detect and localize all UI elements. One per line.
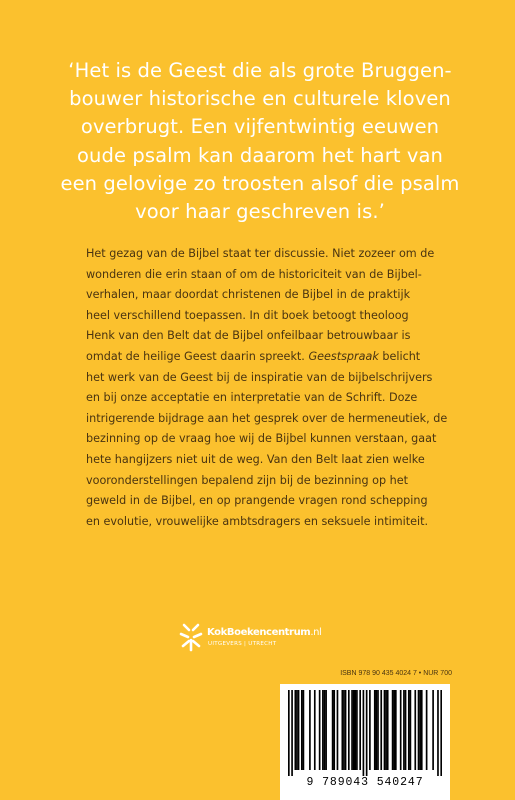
description-line: Henk van den Belt dat de Bijbel onfeilbaar betrouwbaar is <box>86 329 411 343</box>
barcode-bar <box>294 690 296 770</box>
barcode-bar <box>387 690 389 770</box>
description-line: bezinning op de vraag hoe wij de Bijbel kunnen verstaan, gaat <box>86 432 437 446</box>
barcode-bar <box>440 690 442 776</box>
description-line: vooronderstellingen bepalend zijn bij de bezinning op het <box>86 473 409 487</box>
barcode-bar <box>426 690 428 770</box>
barcode-bar <box>408 690 410 770</box>
description-line: geweld in de Bijbel, en op prangende vragen rond schepping <box>86 494 428 508</box>
barcode-bar <box>410 690 412 770</box>
barcode-bar <box>354 690 356 770</box>
description-line: wonderen die erin staan of om de historiciteit van de Bijbel- <box>86 267 422 281</box>
barcode-bar <box>288 690 290 776</box>
quote-line: voor haar geschreven is.’ <box>135 200 385 224</box>
barcode-bar <box>376 690 378 770</box>
quote-line: oude psalm kan daarom het hart van <box>76 143 444 167</box>
barcode-bar <box>369 690 371 770</box>
pull-quote <box>40 57 480 226</box>
barcode-digits: 9 789043 540247 <box>306 776 424 789</box>
barcode-bar <box>395 690 397 770</box>
barcode-bar <box>298 690 300 770</box>
description-line: intrigerende bijdrage aan het gesprek over de hermeneutiek, de <box>86 411 448 425</box>
description-line: Het gezag van de Bijbel staat ter discussie. Niet zozeer om de <box>86 247 435 260</box>
description-line: en bij onze acceptatie en interpretatie van de Schrift. Doze <box>86 391 418 405</box>
publisher-name <box>207 627 321 638</box>
book-title-italic: Geestspraak <box>308 349 379 363</box>
barcode-bar <box>303 690 305 770</box>
publisher-logo <box>178 622 378 652</box>
barcode-bar <box>322 690 324 770</box>
barcode-bar <box>414 690 416 770</box>
barcode-bar <box>309 690 311 770</box>
description-line: hete hangijzers niet uit de weg. Van den Belt laat zien welke <box>86 452 425 466</box>
barcode-bar <box>432 690 434 770</box>
barcode-bar <box>332 690 334 770</box>
barcode-bar <box>341 690 343 770</box>
barcode-bar <box>385 690 387 770</box>
description-line: en evolutie, vrouwelijke ambtsdragers en seksuele intimiteit. <box>86 514 429 528</box>
barcode-bar <box>356 690 358 770</box>
publisher-name-suffix: .nl <box>310 627 322 638</box>
description-line: het werk van de Geest bij de inspiratie van de bijbelschrijvers <box>86 370 433 384</box>
description-line <box>86 347 446 368</box>
barcode-bar <box>405 690 407 770</box>
barcode-bar <box>353 690 355 770</box>
barcode-bar <box>351 690 353 770</box>
barcode-bar <box>421 690 423 770</box>
barcode-bar <box>319 690 321 770</box>
barcode-bar <box>403 690 405 770</box>
barcode-bar <box>314 690 316 770</box>
quote-line: een gelovige zo troosten alsof die psalm <box>60 171 460 195</box>
barcode-bar <box>359 690 361 770</box>
quote-line: bouwer historische en culturele kloven <box>69 87 451 111</box>
book-description <box>86 244 446 532</box>
description-line: verhalen, maar doordat christenen de Bijbel in de praktijk <box>86 288 411 302</box>
barcode-bar <box>419 690 421 770</box>
barcode-bar <box>363 690 365 776</box>
barcode-bar <box>333 690 335 770</box>
barcode-bar <box>384 690 386 770</box>
barcode-box <box>280 684 450 800</box>
barcode-bar <box>400 690 402 770</box>
barcode-bar <box>392 690 394 770</box>
barcode-bar <box>343 690 345 770</box>
barcode-bar <box>393 690 395 770</box>
barcode-bar <box>366 690 368 776</box>
quote-line: overbrugt. Een vijfentwintig eeuwen <box>80 115 440 139</box>
barcode-bar <box>296 690 298 770</box>
barcode-bar <box>418 690 420 770</box>
barcode-bar <box>377 690 379 770</box>
barcode-bar <box>374 690 376 770</box>
barcode-bar <box>325 690 327 770</box>
publisher-subtitle: UITGEVERS | UTRECHT <box>208 641 277 647</box>
barcode-bar <box>291 690 293 776</box>
description-text: omdat de heilige Geest daarin spreekt. <box>86 349 309 363</box>
barcode-bar <box>337 690 339 770</box>
barcode-bar <box>324 690 326 770</box>
barcode-bar <box>380 690 382 770</box>
description-text: belicht <box>378 349 421 363</box>
description-line: heel verschillend toepassen. In dit boek betoogt theoloog <box>86 308 409 322</box>
publisher-name-main: KokBoekencentrum <box>207 627 311 638</box>
barcode-bar <box>345 690 347 770</box>
barcode-bar <box>348 690 350 770</box>
barcode-bars <box>288 690 442 776</box>
quote-line: ‘Het is de Geest die als grote Bruggen- <box>68 59 452 82</box>
kokboekencentrum-logo-icon <box>178 622 204 652</box>
barcode-bar <box>437 690 439 776</box>
isbn-nur-line: ISBN 978 90 435 4024 7 • NUR 700 <box>340 670 452 677</box>
barcode-bar <box>301 690 303 770</box>
